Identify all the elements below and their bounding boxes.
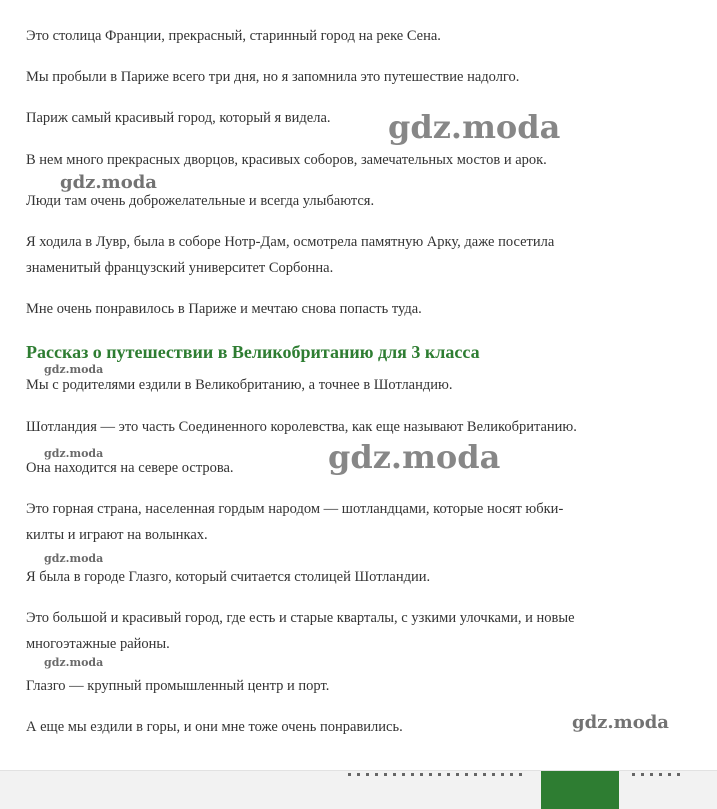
- paragraph: Мне очень понравилось в Париже и мечтаю снова попасть туда.: [26, 301, 422, 317]
- paragraph: Люди там очень доброжелательные и всегда улыбаются.: [26, 193, 375, 209]
- clipped-toolbar-text: [632, 773, 682, 776]
- watermark: gdz.moda: [60, 172, 157, 193]
- paragraph: Она находится на севере острова.: [26, 460, 234, 476]
- paragraph: Я была в городе Глазго, который считается столицей Шотландии.: [26, 569, 431, 585]
- clipped-toolbar-text: [348, 773, 528, 776]
- paragraph-line-2: знаменитый французский университет Сорбонна.: [26, 260, 334, 276]
- watermark: gdz.moda: [572, 712, 669, 733]
- paragraph-line-2: многоэтажные районы.: [26, 636, 170, 652]
- paragraph-line-1: Я ходила в Лувр, была в соборе Нотр-Дам, осмотрела памятную Арку, даже посетила: [26, 234, 555, 250]
- paragraph: Париж самый красивый город, который я видела.: [26, 110, 331, 126]
- section-heading: Рассказ о путешествии в Великобританию для 3 класса: [26, 342, 480, 362]
- watermark: gdz.moda: [44, 447, 104, 460]
- paragraph: Мы с родителями ездили в Великобританию, а точнее в Шотландию.: [26, 377, 453, 393]
- bottom-action-button[interactable]: [541, 771, 619, 809]
- paragraph: А еще мы ездили в горы, и они мне тоже очень понравились.: [26, 719, 403, 735]
- paragraph: Шотландия — это часть Соединенного королевства, как еще называют Великобританию.: [26, 419, 577, 435]
- watermark: gdz.moda: [44, 656, 104, 669]
- paragraph: Глазго — крупный промышленный центр и порт.: [26, 678, 330, 694]
- paragraph: Мы пробыли в Париже всего три дня, но я запомнила это путешествие надолго.: [26, 69, 520, 85]
- watermark: gdz.moda: [44, 363, 104, 376]
- paragraph-line-1: Это горная страна, населенная гордым народом — шотландцами, которые носят юбки-: [26, 501, 564, 517]
- watermark: gdz.moda: [328, 438, 501, 476]
- watermark: gdz.moda: [44, 552, 104, 565]
- paragraph-line-1: Это большой и красивый город, где есть и старые кварталы, с узкими улочками, и новые: [26, 610, 575, 626]
- paragraph-line-2: килты и играют на волынках.: [26, 527, 208, 543]
- paragraph: В нем много прекрасных дворцов, красивых соборов, замечательных мостов и арок.: [26, 152, 547, 168]
- watermark: gdz.moda: [388, 108, 561, 146]
- paragraph: Это столица Франции, прекрасный, старинный город на реке Сена.: [26, 28, 441, 44]
- bottom-toolbar: [0, 770, 717, 809]
